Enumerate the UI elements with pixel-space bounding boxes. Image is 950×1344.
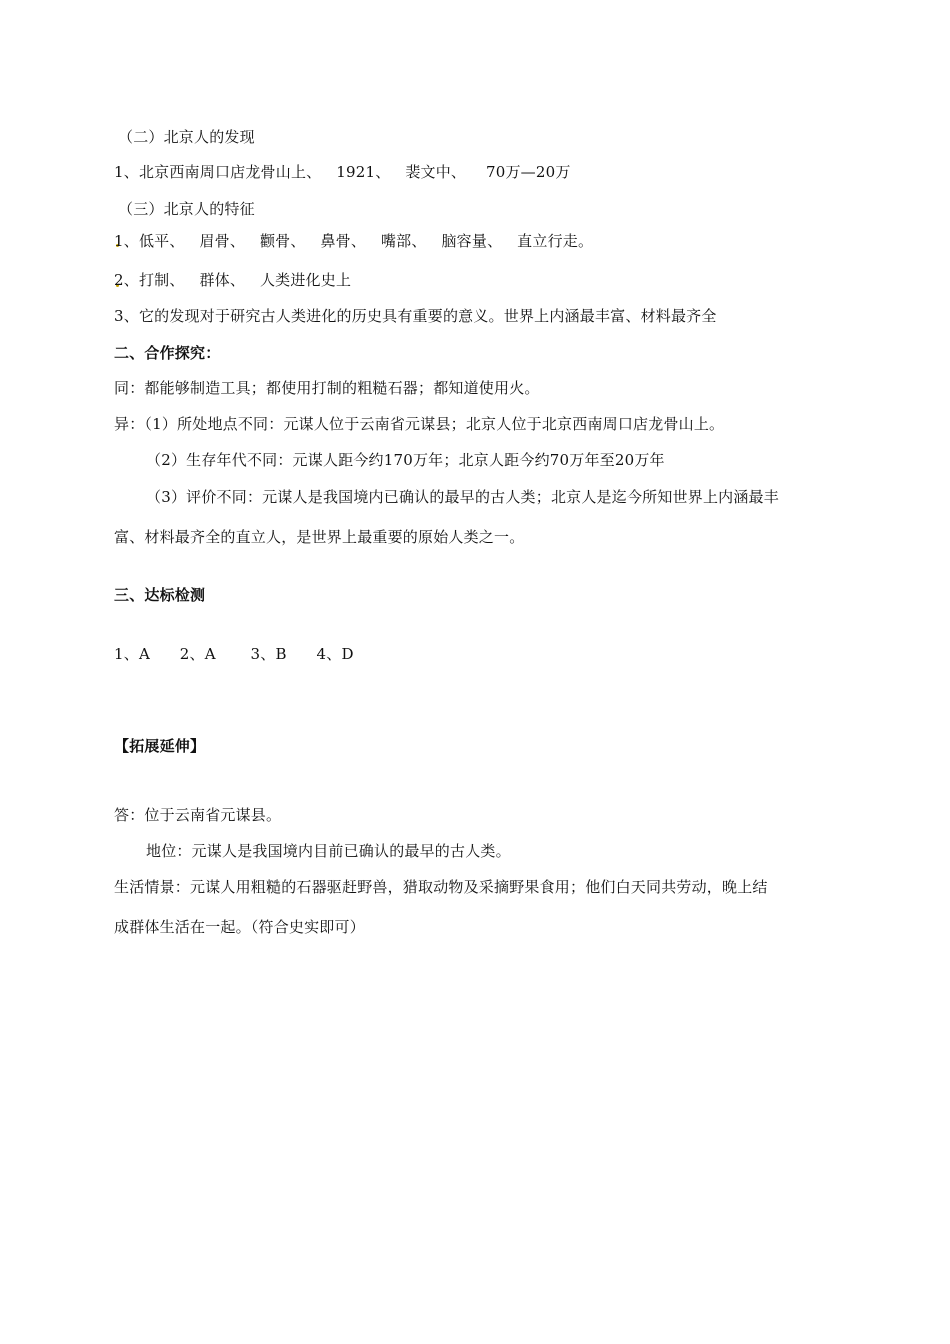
extension-life-a: 生活情景：元谋人用粗糙的石器驱赶野兽，猎取动物及采摘野果食用；他们白天同共劳动，晚上结 <box>114 878 768 896</box>
section-heading-extension: 【拓展延伸】 <box>114 737 206 755</box>
cooperation-diff-2: （2）生存年代不同：元谋人距今约170万年；北京人距今约70万年至20万年 <box>146 451 665 469</box>
extension-status: 地位：元谋人是我国境内目前已确认的最早的古人类。 <box>146 842 511 860</box>
section-heading-cooperation: 二、合作探究： <box>114 344 221 362</box>
assessment-answers: 1、A 2、A 3、B 4、D <box>114 645 354 663</box>
section-heading-peking-man-features: （三）北京人的特征 <box>118 200 255 218</box>
section-heading-assessment: 三、达标检测 <box>114 586 206 604</box>
cooperation-diff-3a: （3）评价不同：元谋人是我国境内已确认的最早的古人类；北京人是迄今所知世界上内涵最丰 <box>146 488 779 506</box>
features-answer-line-3: 3、它的发现对于研究古人类进化的历史具有重要的意义。世界上内涵最丰富、材料最齐全 <box>114 307 717 325</box>
extension-answer: 答：位于云南省元谋县。 <box>114 806 282 824</box>
cooperation-diff-1: 异：（1）所处地点不同：元谋人位于云南省元谋县；北京人位于北京西南周口店龙骨山上。 <box>114 415 725 433</box>
cooperation-diff-3b: 富、材料最齐全的直立人，是世界上最重要的原始人类之一。 <box>114 528 525 546</box>
discovery-answer-line: 1、北京西南周口店龙骨山上、 1921、 裴文中、 70万—20万 <box>114 163 571 181</box>
features-answer-line-1: 1、低平、 眉骨、 颧骨、 鼻骨、 嘴部、 脑容量、 直立行走。 <box>114 232 594 250</box>
cooperation-same: 同：都能够制造工具；都使用打制的粗糙石器；都知道使用火。 <box>114 379 540 397</box>
section-heading-peking-man-discovery: （二）北京人的发现 <box>118 128 255 146</box>
features-answer-line-2: 2、打制、 群体、 人类进化史上 <box>114 271 352 289</box>
extension-life-b: 成群体生活在一起。（符合史实即可） <box>114 918 365 936</box>
